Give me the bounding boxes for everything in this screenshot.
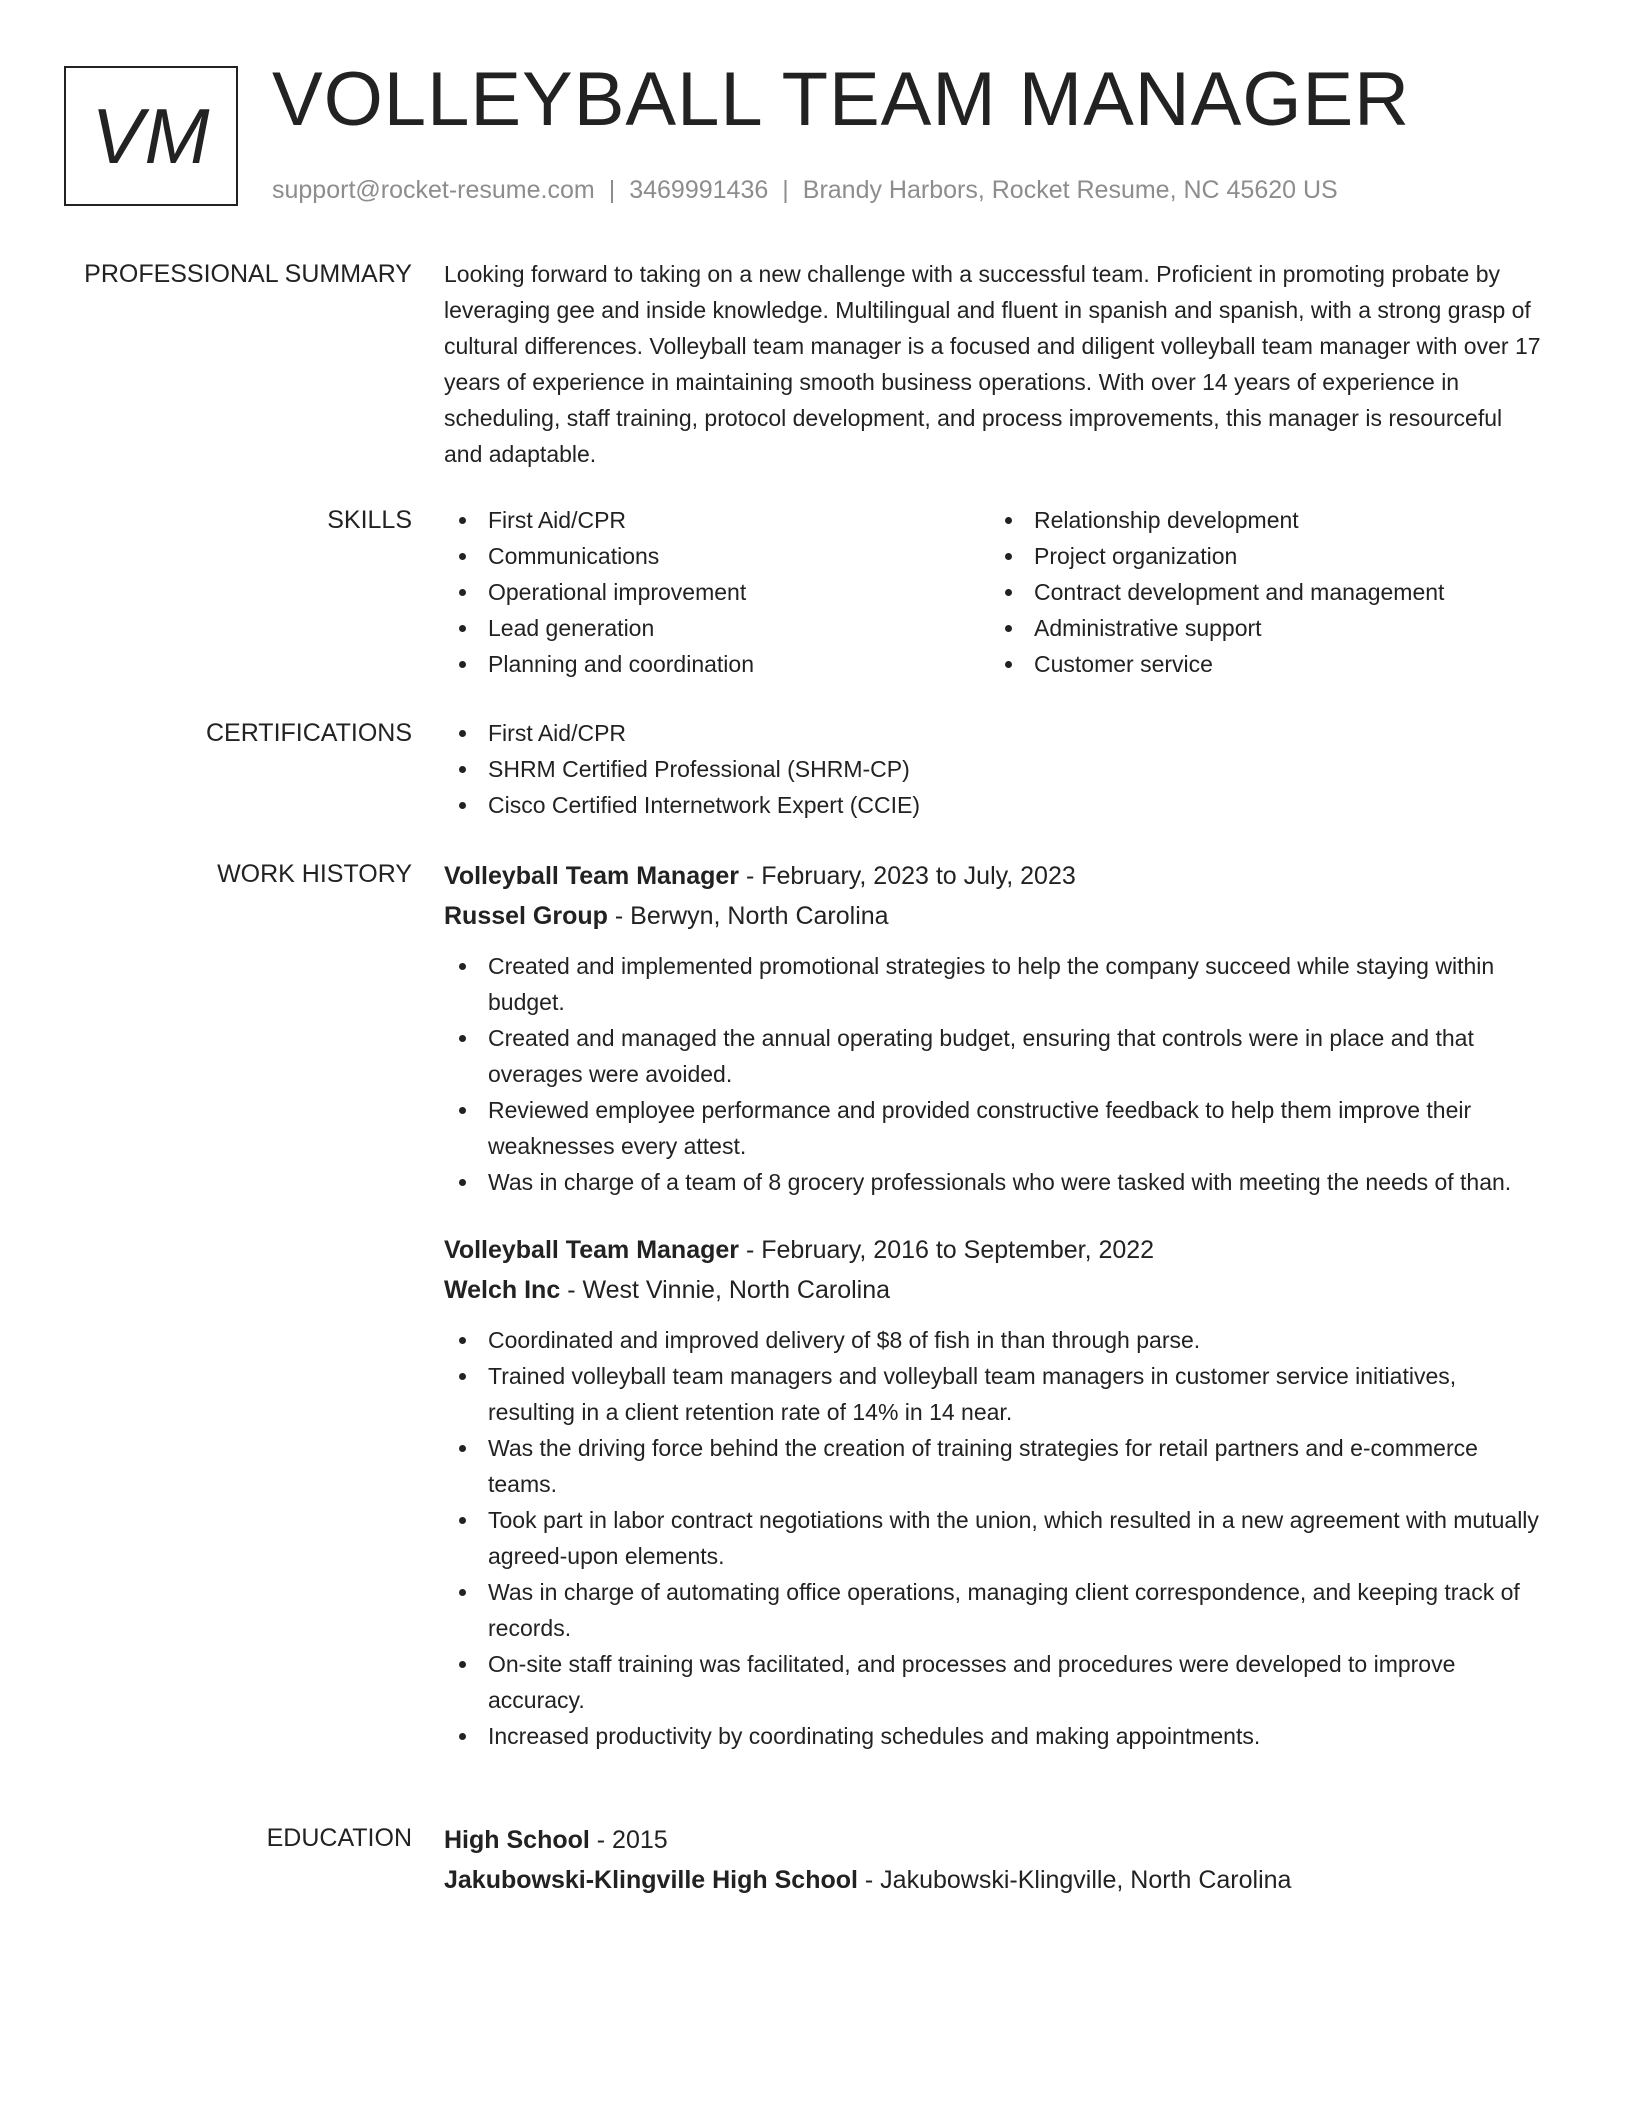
job-bullets	[444, 1322, 1544, 1754]
job-bullet: Created and implemented promotional strategies to help the company succeed while staying within budget.	[444, 948, 1544, 1020]
contact-address: Brandy Harbors, Rocket Resume, NC 45620 US	[802, 176, 1338, 204]
job-title: Volleyball Team Manager	[444, 862, 740, 890]
job-company-line	[444, 896, 1544, 936]
job-entry	[444, 1230, 1544, 1754]
skills-list-right	[990, 502, 1536, 682]
job-location: - Berwyn, North Carolina	[607, 902, 889, 930]
job-bullets	[444, 948, 1544, 1200]
skill-item: Planning and coordination	[444, 646, 990, 682]
contact-line	[272, 174, 1338, 206]
skill-item: Communications	[444, 538, 990, 574]
job-bullet: Was the driving force behind the creation of training strategies for retail partners and e-commerce teams.	[444, 1430, 1544, 1502]
job-bullet: Increased productivity by coordinating schedules and making appointments.	[444, 1718, 1544, 1754]
education-degree-line	[444, 1820, 1544, 1860]
education-degree: High School	[444, 1826, 590, 1854]
section-label-summary: PROFESSIONAL SUMMARY	[84, 260, 412, 288]
job-title-line	[444, 856, 1544, 896]
job-company: Russel Group	[444, 902, 608, 930]
certification-item: First Aid/CPR	[444, 715, 1544, 751]
education-school: Jakubowski-Klingville High School	[444, 1866, 858, 1894]
job-bullet: Was in charge of automating office operations, managing client correspondence, and keeping track of records.	[444, 1574, 1544, 1646]
job-bullet: On-site staff training was facilitated, and processes and procedures were developed to improve accuracy.	[444, 1646, 1544, 1718]
skill-item: Customer service	[990, 646, 1536, 682]
job-bullet: Took part in labor contract negotiations with the union, which resulted in a new agreement with mutually agreed-upon elements.	[444, 1502, 1544, 1574]
summary-text: Looking forward to taking on a new challenge with a successful team. Proficient in promoting probate by leveraging gee and inside knowledge. Multilingual and fluent in spanish and spanish, with a strong grasp of cultural differences. Volleyball team manager is a focused and diligent volleyball team manager with over 17 years of experience in maintaining smooth business operations. With over 14 years of experience in scheduling, staff training, protocol development, and process improvements, this manager is resourceful and adaptable.	[444, 261, 1541, 467]
resume-name: VOLLEYBALL TEAM MANAGER	[272, 57, 1411, 142]
skill-item: Lead generation	[444, 610, 990, 646]
job-company: Welch Inc	[444, 1276, 561, 1304]
education-location: - Jakubowski-Klingville, North Carolina	[857, 1866, 1292, 1894]
job-company-line	[444, 1270, 1544, 1310]
certifications-list	[444, 715, 1544, 823]
education-school-line	[444, 1860, 1544, 1900]
job-title: Volleyball Team Manager	[444, 1236, 740, 1264]
job-location: - West Vinnie, North Carolina	[560, 1276, 891, 1304]
section-label-education: EDUCATION	[266, 1824, 412, 1852]
contact-email: support@rocket-resume.com	[272, 176, 595, 204]
education-year: - 2015	[589, 1826, 668, 1854]
certification-item: Cisco Certified Internetwork Expert (CCIE)	[444, 787, 1544, 823]
job-bullet: Reviewed employee performance and provided constructive feedback to help them improve their weaknesses every attest.	[444, 1092, 1544, 1164]
section-label-certifications: CERTIFICATIONS	[205, 719, 412, 747]
section-label-work-history: WORK HISTORY	[217, 860, 412, 888]
skill-item: First Aid/CPR	[444, 502, 990, 538]
certification-item: SHRM Certified Professional (SHRM-CP)	[444, 751, 1544, 787]
skill-item: Contract development and management	[990, 574, 1536, 610]
skill-item: Project organization	[990, 538, 1536, 574]
skill-item: Administrative support	[990, 610, 1536, 646]
contact-separator: |	[782, 176, 789, 204]
section-label-skills: SKILLS	[327, 506, 412, 534]
skill-item: Operational improvement	[444, 574, 990, 610]
job-entry	[444, 856, 1544, 1200]
job-dates: - February, 2016 to September, 2022	[739, 1236, 1155, 1264]
job-bullet: Created and managed the annual operating budget, ensuring that controls were in place and that overages were avoided.	[444, 1020, 1544, 1092]
job-bullet: Was in charge of a team of 8 grocery professionals who were tasked with meeting the needs of than.	[444, 1164, 1544, 1200]
job-title-line	[444, 1230, 1544, 1270]
contact-separator: |	[608, 176, 616, 204]
skill-item: Relationship development	[990, 502, 1536, 538]
skills-list-left	[444, 502, 990, 682]
contact-phone: 3469991436	[629, 176, 769, 204]
monogram: VM	[64, 66, 238, 206]
job-bullet: Coordinated and improved delivery of $8 of fish in than through parse.	[444, 1322, 1544, 1358]
job-bullet: Trained volleyball team managers and volleyball team managers in customer service initiatives, resulting in a client retention rate of 14% in 14 near.	[444, 1358, 1544, 1430]
job-dates: - February, 2023 to July, 2023	[739, 862, 1076, 890]
